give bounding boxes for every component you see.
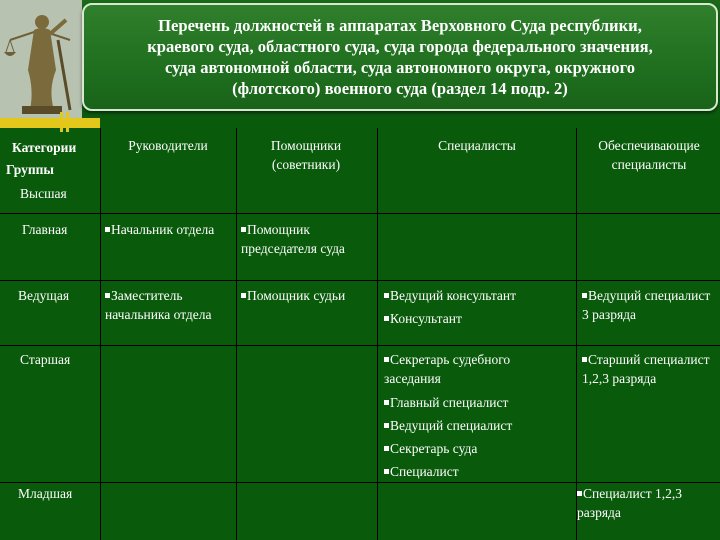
bullet-icon: [105, 293, 110, 298]
list-item: Специалист: [384, 462, 574, 481]
bullet-icon: [105, 227, 110, 232]
positions-table: [0, 128, 720, 540]
header-assistants: Помощники (советники): [270, 138, 342, 172]
header-categories: Категории: [12, 140, 77, 155]
header-managers: Руководители: [128, 138, 208, 153]
list-item: Секретарь суда: [384, 439, 574, 458]
title-box: [82, 3, 718, 111]
list-item: Ведущий специалист 3 разряда: [582, 288, 711, 322]
table-col-divider: [236, 128, 237, 540]
table-col-divider: [576, 128, 577, 540]
list-item: Специалист 1,2,3 разряда: [577, 486, 683, 520]
bullet-icon: [582, 357, 587, 362]
table-row-divider: [0, 213, 720, 214]
list-item: Старший специалист 1,2,3 разряда: [582, 352, 710, 386]
group-label: Старшая: [20, 352, 71, 367]
accent-bar-left: [0, 118, 100, 128]
header-specialists: Специалисты: [438, 138, 516, 153]
list-item: Помощник председателя суда: [241, 222, 345, 256]
bullet-icon: [384, 357, 389, 362]
group-label: Младшая: [18, 486, 73, 501]
list-item: Главный специалист: [384, 393, 574, 412]
table-row-divider: [0, 482, 720, 483]
bullet-icon: [384, 469, 389, 474]
table-row-divider: [0, 280, 720, 281]
list-item: Консультант: [384, 309, 574, 328]
group-label: Ведущая: [18, 288, 70, 303]
header-support: Обеспечивающие специалисты: [598, 138, 700, 172]
list-item: Ведущий специалист: [384, 416, 574, 435]
bullet-icon: [241, 293, 246, 298]
table-row-divider: [0, 345, 720, 346]
group-label: Главная: [22, 222, 68, 237]
bullet-icon: [384, 316, 389, 321]
list-item: Помощник судьи: [241, 286, 351, 305]
bullet-icon: [384, 423, 389, 428]
page-title: Перечень должностей в аппаратах Верховного Суда республики, краевого суда, областного суда, суда города федерального значения, суда автономной области, суда автономного округа, окружного (флотского) военного суда (раздел 14 подр. 2): [147, 16, 653, 98]
group-label: Высшая: [20, 186, 67, 201]
bullet-icon: [577, 491, 582, 496]
list-item: Заместитель начальника отдела: [105, 288, 212, 322]
list-item: Начальник отдела: [105, 220, 233, 239]
list-item: Ведущий консультант: [384, 286, 574, 305]
bullet-icon: [582, 293, 587, 298]
bullet-icon: [241, 227, 246, 232]
bullet-icon: [384, 293, 389, 298]
bullet-icon: [384, 400, 389, 405]
themis-justice-statue-icon: [0, 0, 82, 118]
list-item: Секретарь судебного заседания: [384, 352, 511, 386]
table-col-divider: [377, 128, 378, 540]
bullet-icon: [384, 446, 389, 451]
header-groups: Группы: [6, 162, 54, 177]
logo: [0, 0, 82, 118]
table-col-divider: [100, 128, 101, 540]
